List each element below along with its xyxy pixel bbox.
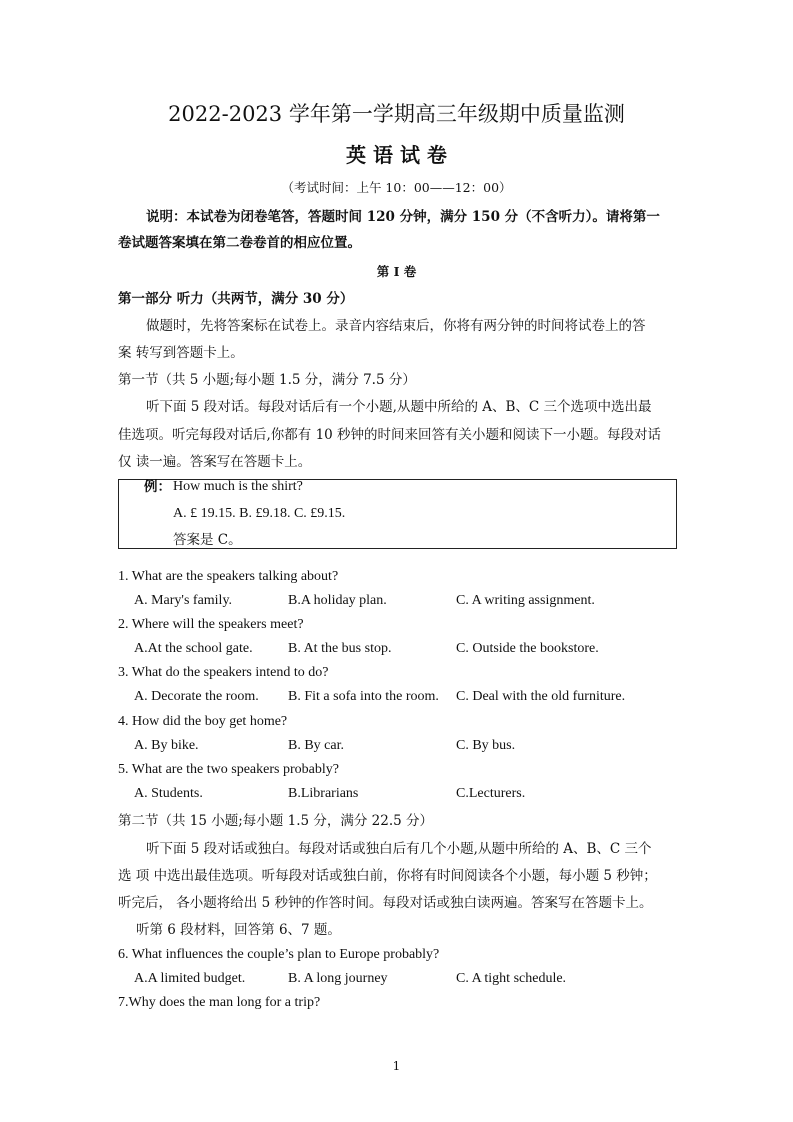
option-c: C.Lecturers. <box>456 786 526 801</box>
question-3: 3. What do the speakers intend to do? <box>118 665 329 680</box>
option-a: A. Decorate the room. <box>134 689 259 704</box>
option-a: A.At the school gate. <box>134 641 253 656</box>
option-c: C. A tight schedule. <box>456 971 567 986</box>
section2-material-note: 听第 6 段材料，回答第 6、7 题。 <box>136 922 341 938</box>
option-a: A. Mary's family. <box>134 593 233 608</box>
option-c: C. Deal with the old furniture. <box>456 689 626 704</box>
question-7: 7.Why does the man long for a trip? <box>118 995 321 1010</box>
example-answer: 答案是 C。 <box>173 532 242 548</box>
example-question: How much is the shirt? <box>173 479 303 494</box>
option-a: A. Students. <box>134 786 203 801</box>
option-c: C. Outside the bookstore. <box>456 641 599 656</box>
option-b: B. At the bus stop. <box>288 641 392 656</box>
note-line-2: 卷试题答案填在第二卷卷首的相应位置。 <box>118 235 361 251</box>
section1-heading: 第一节（共 5 小题;每小题 1.5 分，满分 7.5 分） <box>118 372 416 388</box>
option-b: B.Librarians <box>288 786 359 801</box>
question-2: 2. Where will the speakers meet? <box>118 617 304 632</box>
section2-instruction-3: 听完后， 各小题将给出 5 秒钟的作答时间。每段对话或独白读两遍。答案写在答题卡上。 <box>118 895 653 911</box>
question-4: 4. How did the boy get home? <box>118 714 288 729</box>
part1-instruction-1: 做题时，先将答案标在试卷上。录音内容结束后，你将有两分钟的时间将试卷上的答 <box>146 318 646 334</box>
note-line-1: 说明：本试卷为闭卷笔答，答题时间 120 分钟，满分 150 分（不含听力）。请将第一 <box>146 209 660 225</box>
volume-heading: 第 I 卷 <box>376 264 417 279</box>
question-5: 5. What are the two speakers probably? <box>118 762 339 777</box>
option-b: B. Fit a sofa into the room. <box>288 689 439 704</box>
section1-instruction-2: 佳选项。听完每段对话后,你都有 10 秒钟的时间来回答有关小题和阅读下一小题。每段对话 <box>118 427 662 443</box>
part1-instruction-2: 案 转写到答题卡上。 <box>118 345 244 361</box>
question-6: 6. What influences the couple’s plan to Europe probably? <box>118 947 440 962</box>
section1-instruction-3: 仅 读一遍。答案写在答题卡上。 <box>118 454 312 470</box>
option-a: A.A limited budget. <box>134 971 246 986</box>
option-b: B.A holiday plan. <box>288 593 387 608</box>
example-options: A. £ 19.15. B. £9.18. C. £9.15. <box>173 506 346 521</box>
option-a: A. By bike. <box>134 738 199 753</box>
section2-heading: 第二节（共 15 小题;每小题 1.5 分，满分 22.5 分） <box>118 813 434 829</box>
section2-instruction-1: 听下面 5 段对话或独白。每段对话或独白后有几个小题,从题中所给的 A、B、C 三个 <box>146 841 652 857</box>
section2-instruction-2: 选 项 中选出最佳选项。听每段对话或独白前，你将有时间阅读各个小题，每小题 5 秒钟； <box>118 868 657 884</box>
section1-instruction-1: 听下面 5 段对话。每段对话后有一个小题,从题中所给的 A、B、C 三个选项中选出最 <box>146 399 652 415</box>
exam-subtitle: 英 语 试 卷 <box>346 143 447 167</box>
part1-heading: 第一部分 听力（共两节，满分 30 分） <box>118 291 354 307</box>
exam-time: （考试时间：上午 10：00——12：00） <box>281 180 512 195</box>
question-1: 1. What are the speakers talking about? <box>118 569 339 584</box>
page-number: 1 <box>392 1059 401 1073</box>
option-b: B. A long journey <box>288 971 388 986</box>
option-c: C. A writing assignment. <box>456 593 595 608</box>
exam-title: 2022-2023 学年第一学期高三年级期中质量监测 <box>168 102 625 126</box>
option-b: B. By car. <box>288 738 344 753</box>
example-label: 例： <box>144 479 171 495</box>
option-c: C. By bus. <box>456 738 516 753</box>
